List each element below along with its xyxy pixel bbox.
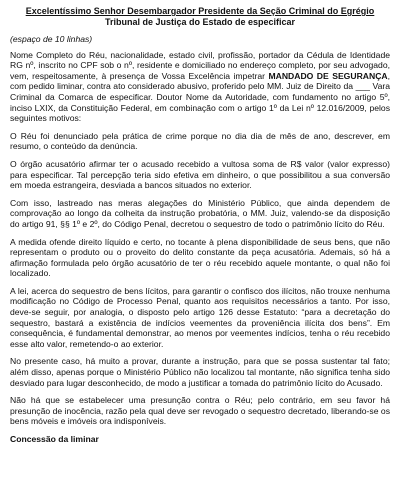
header-addressee-line: Excelentíssimo Senhor Desembargador Presidente da Seção Criminal do Egrégio [25,6,375,16]
paragraph-direito-liquido: A medida ofende direito líquido e certo, no tocante à plena disponibilidade de seus bens, que não representam o produto ou o proveito do delito constante da peça acusatória. Ademais, só há a afirmação formulada pelo órgão acusatório de ter o réu recebido aquele montante, o qual não foi localizado. [10,236,390,279]
paragraph-presuncao: Não há que se estabelecer uma presunção contra o Réu; pelo contrário, em seu favor há presunção de inocência, razão pela qual deve ser revogado o sequestro decretado, liberando-se os bens móveis e imóveis ora indisponíveis. [10,395,390,427]
paragraph-presente-caso: No presente caso, há muito a provar, durante a instrução, para que se possa sustentar tal fato; além disso, apenas porque o Ministério Público não localizou tal montante, não significa tenha sido desviado para lugar desconhecido, de modo a justificar a tomada do patrimônio lícito do Acusado. [10,356,390,388]
paragraph-qualification [10,50,390,124]
mandado-de-seguranca-bold: MANDADO DE SEGURANÇA [268,70,388,81]
document-header [10,6,390,28]
paragraph-lei-analogia: A lei, acerca do sequestro de bens lícitos, para garantir o confisco dos ilícitos, não trouxe nenhuma modificação no Código de Processo Penal, quanto aos requisitos necessários a tanto. Por isso, deve-se seguir, por analogia, o disposto pelo artigo 126 desse Estatuto: “para a decretação do sequestro, bastará a existência de indícios veementes da proveniência ilícita dos bens”. Em consequência, é fundamental demonstrar, ao menos por veementes indícios, tenha o réu recebido esse alto valor, remetendo-o ao exterior. [10,285,390,349]
paragraph-sequestro: Com isso, lastreado nas meras alegações do Ministério Público, que ainda dependem de comprovação ao longo da colheita da instrução probatória, o MM. Juiz, valendo-se da disposição do artigo 91, §§ 1º e 2º, do Código Penal, decretou o sequestro de todo o patrimônio lícito do Réu. [10,197,390,229]
qualification-text: Nome Completo do Réu, nacionalidade, estado civil, profissão, portador da Cédula de Identidade RG nº, inscrito no CPF sob o nº, residente e domiciliado no endereço completo, por seu advogado, vem, respeitosamente, à presença de Vossa Excelência impetrar [10,49,390,81]
paragraph-denuncia: O Réu foi denunciado pela prática de crime porque no dia dia de mês de ano, descrever, em resumo, o conteúdo da denúncia. [10,130,390,152]
section-title-liminar: Concessão da liminar [10,434,99,444]
qualification-text-continued: , com pedido liminar, contra ato considerado abusivo, proferido pelo MM. Juiz de Direito da ___ Vara Criminal da Comarca de especificar. Doutor Nome da Autoridade, com fundamento no artigo 5º, inciso LXIX, da Constituição Federal, em combinação com o artigo 1º da Lei nº 12.016/2009, pelos seguintes motivos: [10,70,390,124]
paragraph-acusacao: O órgão acusatório afirmar ter o acusado recebido a vultosa soma de R$ valor (valor expresso) para especificar. Tal percepção teria sido efetiva em dinheiro, o que possibilitou a sua conversão em moeda estrangeira, desviada a bancos situados no exterior. [10,158,390,191]
spacing-note: (espaço de 10 linhas) [10,34,93,44]
header-court-line: Tribunal de Justiça do Estado de especificar [104,17,296,27]
